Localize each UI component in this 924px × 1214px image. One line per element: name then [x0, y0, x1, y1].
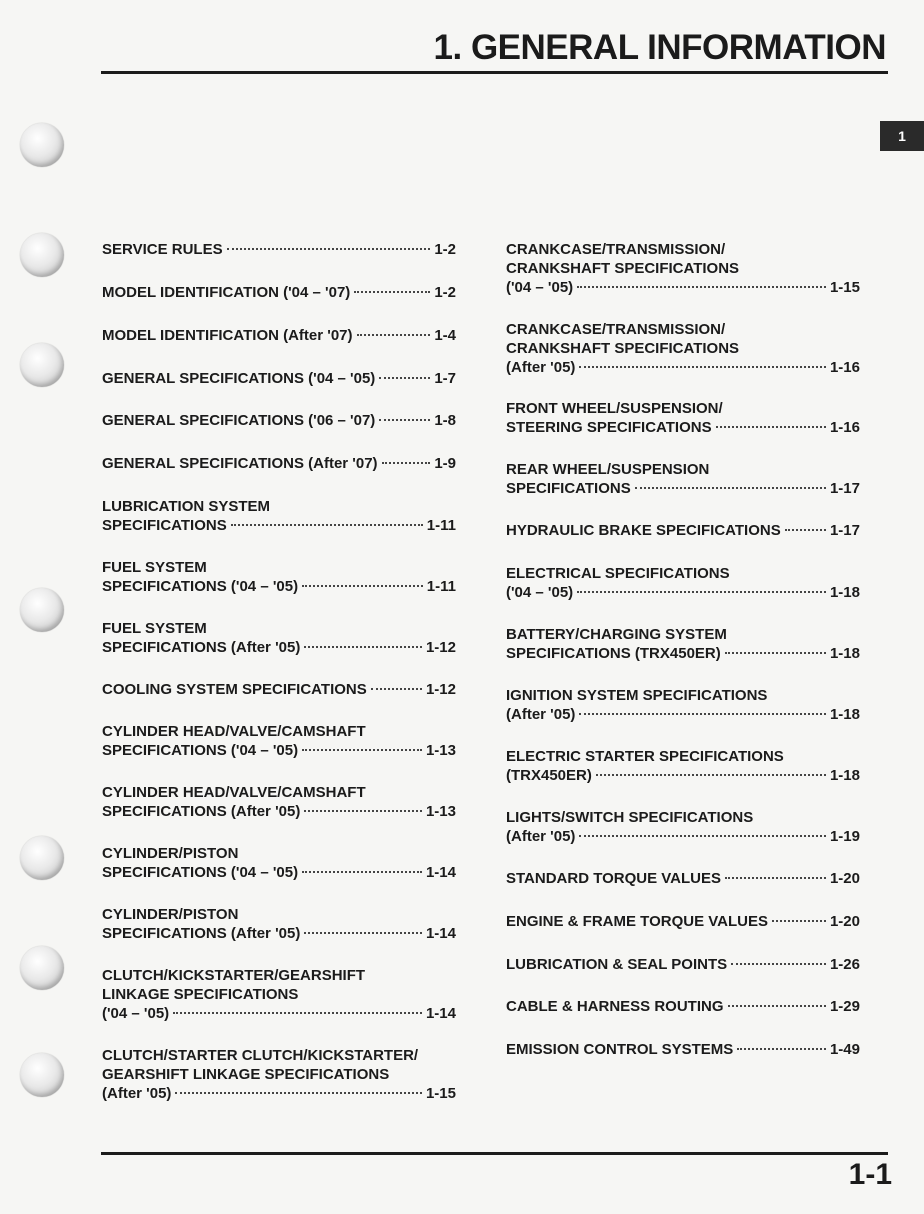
toc-entry-title-line: ELECTRICAL SPECIFICATIONS: [506, 565, 730, 582]
toc-entry-title-line: CYLINDER HEAD/VALVE/CAMSHAFT: [102, 784, 366, 801]
chapter-tab[interactable]: 1: [880, 121, 924, 151]
dot-leader: [304, 646, 422, 648]
toc-entry-page: 1-11: [426, 578, 456, 595]
toc-entry-title-line: LUBRICATION SYSTEM: [102, 498, 271, 515]
toc-entry-page: 1-7: [434, 370, 456, 387]
toc-entry[interactable]: [506, 460, 860, 498]
toc-entry-page: 1-17: [829, 522, 860, 539]
dot-leader: [371, 688, 422, 690]
toc-entry[interactable]: [102, 411, 456, 430]
toc-entry[interactable]: [102, 619, 456, 657]
dot-leader: [357, 334, 431, 336]
toc-entry-page: 1-18: [829, 584, 860, 601]
toc-entry-title: SERVICE RULES: [102, 241, 223, 258]
toc-entry[interactable]: [506, 564, 860, 602]
toc-entry-page: 1-9: [434, 455, 456, 472]
toc-entry-title: GENERAL SPECIFICATIONS ('04 – '05): [102, 370, 376, 387]
toc-entry-page: 1-20: [829, 870, 860, 887]
toc-entry-title-line: CYLINDER/PISTON: [102, 906, 239, 923]
toc-entry[interactable]: [506, 686, 860, 724]
toc-entry[interactable]: [506, 320, 860, 377]
toc-entry-page: 1-17: [829, 480, 860, 497]
toc-entry[interactable]: [102, 558, 456, 596]
toc-entry-page: 1-12: [425, 681, 456, 698]
toc-entry-title: SPECIFICATIONS (After '05): [102, 925, 301, 942]
toc-entry-title-line: IGNITION SYSTEM SPECIFICATIONS: [506, 687, 768, 704]
chapter-title: 1. GENERAL INFORMATION: [433, 28, 886, 67]
toc-entry-title: SPECIFICATIONS (After '05): [102, 803, 301, 820]
binder-hole: [20, 588, 64, 632]
dot-leader: [577, 286, 826, 288]
toc-entry-page: 1-15: [425, 1085, 456, 1102]
toc-entry[interactable]: [506, 1040, 860, 1059]
toc-entry[interactable]: [506, 625, 860, 663]
toc-entry-page: 1-14: [425, 1005, 456, 1022]
toc-entry[interactable]: [102, 844, 456, 882]
dot-leader: [728, 1005, 826, 1007]
toc-entry-title: SPECIFICATIONS ('04 – '05): [102, 864, 299, 881]
top-rule: [101, 71, 888, 74]
toc-entry-title: (TRX450ER): [506, 767, 592, 784]
dot-leader: [231, 524, 423, 526]
toc-entry-title: CABLE & HARNESS ROUTING: [506, 998, 724, 1015]
toc-entry-title: ('04 – '05): [506, 279, 574, 296]
toc-entry[interactable]: [102, 369, 456, 388]
toc-entry-page: 1-19: [829, 828, 860, 845]
toc-entry-page: 1-49: [829, 1041, 860, 1058]
dot-leader: [579, 713, 826, 715]
toc-entry-title: (After '05): [506, 828, 576, 845]
binder-hole: [20, 123, 64, 167]
toc-entry-page: 1-2: [434, 284, 456, 301]
toc-entry[interactable]: [102, 905, 456, 943]
toc-entry[interactable]: [506, 399, 860, 437]
dot-leader: [579, 835, 826, 837]
toc-entry-title-line: FUEL SYSTEM: [102, 620, 207, 637]
dot-leader: [302, 585, 423, 587]
toc-entry-title-line: CRANKSHAFT SPECIFICATIONS: [506, 340, 740, 357]
toc-entry[interactable]: [102, 454, 456, 473]
toc-entry-title: SPECIFICATIONS: [102, 517, 227, 534]
dot-leader: [227, 248, 431, 250]
toc-entry[interactable]: [102, 966, 456, 1023]
toc-entry-title-line: CLUTCH/KICKSTARTER/GEARSHIFT: [102, 967, 366, 984]
toc-entry-title: (After '05): [102, 1085, 172, 1102]
toc-entry[interactable]: [102, 240, 456, 259]
dot-leader: [579, 366, 826, 368]
toc-entry-title: COOLING SYSTEM SPECIFICATIONS: [102, 681, 367, 698]
toc-entry-page: 1-2: [434, 241, 456, 258]
toc-entry-title-line: CYLINDER HEAD/VALVE/CAMSHAFT: [102, 723, 366, 740]
toc-entry[interactable]: [102, 680, 456, 699]
binder-hole: [20, 1053, 64, 1097]
dot-leader: [772, 920, 826, 922]
toc-entry[interactable]: [102, 283, 456, 302]
toc-entry-page: 1-15: [829, 279, 860, 296]
toc-entry-title: SPECIFICATIONS (After '05): [102, 639, 301, 656]
toc-entry-title-line: GEARSHIFT LINKAGE SPECIFICATIONS: [102, 1066, 390, 1083]
toc-entry[interactable]: [102, 497, 456, 535]
toc-entry-title: ('04 – '05): [102, 1005, 170, 1022]
dot-leader: [725, 877, 826, 879]
toc-entry-title-line: CRANKCASE/TRANSMISSION/: [506, 241, 726, 258]
dot-leader: [737, 1048, 826, 1050]
toc-entry-title: MODEL IDENTIFICATION ('04 – '07): [102, 284, 351, 301]
dot-leader: [302, 871, 422, 873]
toc-entry[interactable]: [506, 747, 860, 785]
toc-entry-page: 1-18: [829, 767, 860, 784]
dot-leader: [304, 932, 422, 934]
dot-leader: [354, 291, 430, 293]
toc-entry-title-line: LIGHTS/SWITCH SPECIFICATIONS: [506, 809, 754, 826]
toc-entry-title: SPECIFICATIONS (TRX450ER): [506, 645, 721, 662]
toc-entry-title-line: CRANKCASE/TRANSMISSION/: [506, 321, 726, 338]
page-number: 1-1: [848, 1158, 892, 1191]
binder-hole: [20, 836, 64, 880]
toc-entry-title: (After '05): [506, 706, 576, 723]
toc-entry-page: 1-4: [434, 327, 456, 344]
toc-entry-title: ENGINE & FRAME TORQUE VALUES: [506, 913, 768, 930]
bottom-rule: [101, 1152, 888, 1155]
toc-entry-title-line: FUEL SYSTEM: [102, 559, 207, 576]
toc-entry-title: GENERAL SPECIFICATIONS (After '07): [102, 455, 378, 472]
toc-entry[interactable]: [506, 955, 860, 974]
toc-entry-title: GENERAL SPECIFICATIONS ('06 – '07): [102, 412, 376, 429]
toc-entry-page: 1-14: [425, 864, 456, 881]
toc-entry[interactable]: [506, 869, 860, 888]
toc-entry-page: 1-16: [829, 359, 860, 376]
toc-entry-title: SPECIFICATIONS: [506, 480, 631, 497]
toc-entry[interactable]: [102, 722, 456, 760]
dot-leader: [785, 529, 826, 531]
toc-entry-title: LUBRICATION & SEAL POINTS: [506, 956, 728, 973]
toc-entry-title-line: CLUTCH/STARTER CLUTCH/KICKSTARTER/: [102, 1047, 419, 1064]
toc-entry-title: EMISSION CONTROL SYSTEMS: [506, 1041, 734, 1058]
binder-hole: [20, 343, 64, 387]
toc-entry-page: 1-13: [425, 742, 456, 759]
dot-leader: [382, 462, 431, 464]
toc-entry[interactable]: [102, 326, 456, 345]
dot-leader: [716, 426, 826, 428]
toc-entry[interactable]: [506, 912, 860, 931]
dot-leader: [725, 652, 826, 654]
toc-entry-page: 1-12: [425, 639, 456, 656]
toc-entry-title-line: LINKAGE SPECIFICATIONS: [102, 986, 299, 1003]
toc-entry[interactable]: [506, 997, 860, 1016]
toc-entry-page: 1-29: [829, 998, 860, 1015]
toc-entry-title: ('04 – '05): [506, 584, 574, 601]
toc-entry-title: SPECIFICATIONS ('04 – '05): [102, 742, 299, 759]
toc-entry-title: (After '05): [506, 359, 576, 376]
toc-entry-page: 1-18: [829, 706, 860, 723]
toc-entry-page: 1-14: [425, 925, 456, 942]
binder-hole: [20, 233, 64, 277]
dot-leader: [173, 1012, 422, 1014]
toc-entry-page: 1-18: [829, 645, 860, 662]
toc-entry-title: STEERING SPECIFICATIONS: [506, 419, 712, 436]
toc-entry[interactable]: [102, 1046, 456, 1103]
toc-entry-page: 1-13: [425, 803, 456, 820]
toc-entry-title-line: FRONT WHEEL/SUSPENSION/: [506, 400, 723, 417]
toc-entry[interactable]: [506, 240, 860, 297]
dot-leader: [577, 591, 826, 593]
toc-entry-page: 1-11: [426, 517, 456, 534]
dot-leader: [596, 774, 826, 776]
toc-entry-page: 1-20: [829, 913, 860, 930]
toc-entry-page: 1-16: [829, 419, 860, 436]
dot-leader: [379, 419, 430, 421]
toc-entry-title-line: CRANKSHAFT SPECIFICATIONS: [506, 260, 740, 277]
toc-entry-page: 1-26: [829, 956, 860, 973]
dot-leader: [379, 377, 430, 379]
toc-entry-title: MODEL IDENTIFICATION (After '07): [102, 327, 353, 344]
toc-entry-title-line: ELECTRIC STARTER SPECIFICATIONS: [506, 748, 784, 765]
dot-leader: [635, 487, 826, 489]
toc-entry-title-line: BATTERY/CHARGING SYSTEM: [506, 626, 727, 643]
toc-entry-title-line: REAR WHEEL/SUSPENSION: [506, 461, 710, 478]
toc-entry-title-line: CYLINDER/PISTON: [102, 845, 239, 862]
dot-leader: [731, 963, 826, 965]
dot-leader: [302, 749, 422, 751]
dot-leader: [304, 810, 422, 812]
toc-entry-page: 1-8: [434, 412, 456, 429]
dot-leader: [175, 1092, 422, 1094]
toc-entry-title: SPECIFICATIONS ('04 – '05): [102, 578, 299, 595]
toc-entry[interactable]: [102, 783, 456, 821]
toc-entry-title: HYDRAULIC BRAKE SPECIFICATIONS: [506, 522, 781, 539]
toc-entry-title: STANDARD TORQUE VALUES: [506, 870, 722, 887]
binder-hole: [20, 946, 64, 990]
toc-entry[interactable]: [506, 808, 860, 846]
toc-entry[interactable]: [506, 521, 860, 540]
